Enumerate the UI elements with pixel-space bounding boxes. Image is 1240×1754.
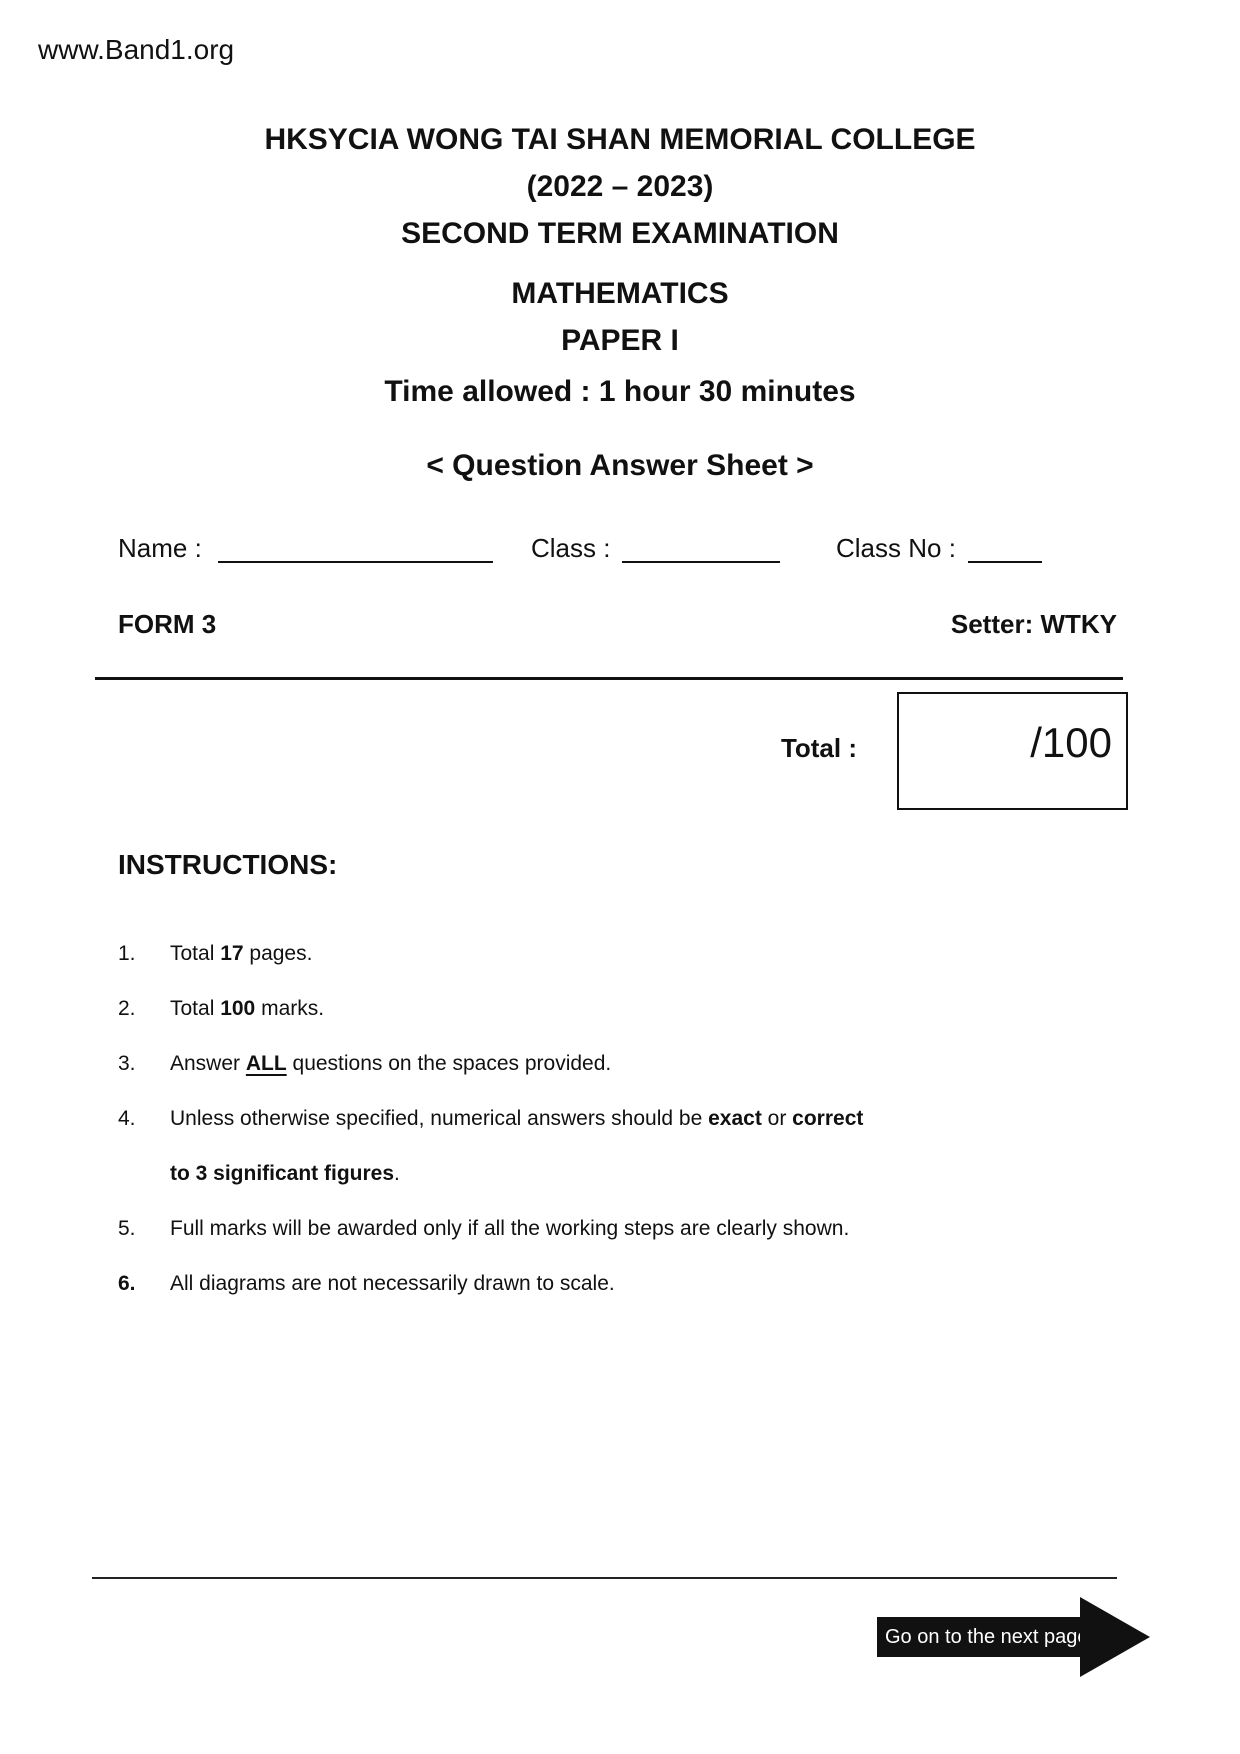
instruction-text: All diagrams are not necessarily drawn to scale. [170, 1271, 615, 1295]
next-page-text: Go on to the next page [885, 1625, 1089, 1648]
next-page-arrow-body [877, 1617, 1089, 1657]
instruction-number: 2. [118, 996, 136, 1020]
time-allowed: Time allowed : 1 hour 30 minutes [384, 375, 856, 408]
instruction-item-line [118, 1036, 1128, 1091]
instruction-item-line [118, 1256, 1128, 1311]
instructions-list [118, 926, 1128, 1311]
instruction-text: Total 17 pages. [170, 941, 313, 965]
instruction-item-line [118, 1201, 1128, 1256]
instruction-number: 1. [118, 941, 136, 965]
instruction-text: Total 100 marks. [170, 996, 325, 1020]
subject-block [0, 270, 1240, 364]
instruction-text: to 3 significant figures. [170, 1161, 400, 1185]
instruction-item-line [118, 981, 1128, 1036]
total-score-denominator: /100 [1030, 719, 1112, 766]
arrow-head-icon [1080, 1597, 1150, 1677]
academic-year: (2022 – 2023) [526, 170, 714, 203]
school-name: HKSYCIA WONG TAI SHAN MEMORIAL COLLEGE [264, 123, 976, 156]
total-score-box[interactable] [897, 692, 1128, 810]
instruction-text: Unless otherwise specified, numerical answers should be exact or correct [170, 1106, 864, 1130]
sheet-type: < Question Answer Sheet > [426, 449, 814, 482]
total-label: Total : [780, 733, 857, 763]
instruction-item-line [118, 1146, 1128, 1201]
instruction-text: Answer ALL questions on the spaces provided. [170, 1051, 612, 1075]
instruction-number: 6. [118, 1271, 136, 1295]
setter-name: Setter: WTKY [950, 609, 1117, 639]
instruction-number: 4. [118, 1106, 136, 1130]
title-block [0, 116, 1240, 257]
instruction-item-line [118, 926, 1128, 981]
subject-name: MATHEMATICS [511, 277, 729, 310]
watermark-url: www.Band1.org [38, 34, 235, 65]
divider-rule-top [95, 677, 1123, 680]
class-field-blank[interactable] [622, 561, 780, 563]
form-level: FORM 3 [118, 609, 217, 639]
instruction-number: 5. [118, 1216, 136, 1240]
paper-number: PAPER I [561, 324, 679, 357]
name-field-blank[interactable] [218, 561, 493, 563]
divider-rule-bottom [92, 1577, 1117, 1579]
class-no-label: Class No : [836, 533, 956, 563]
class-no-field-blank[interactable] [968, 561, 1042, 563]
exam-name: SECOND TERM EXAMINATION [401, 217, 839, 250]
instructions-heading: INSTRUCTIONS: [118, 849, 338, 880]
instruction-number: 3. [118, 1051, 136, 1075]
instruction-item-line [118, 1091, 1128, 1146]
instruction-text: Full marks will be awarded only if all the working steps are clearly shown. [170, 1216, 850, 1240]
class-label: Class : [531, 533, 611, 563]
next-page-arrow [877, 1597, 1150, 1677]
name-label: Name : [118, 533, 202, 563]
